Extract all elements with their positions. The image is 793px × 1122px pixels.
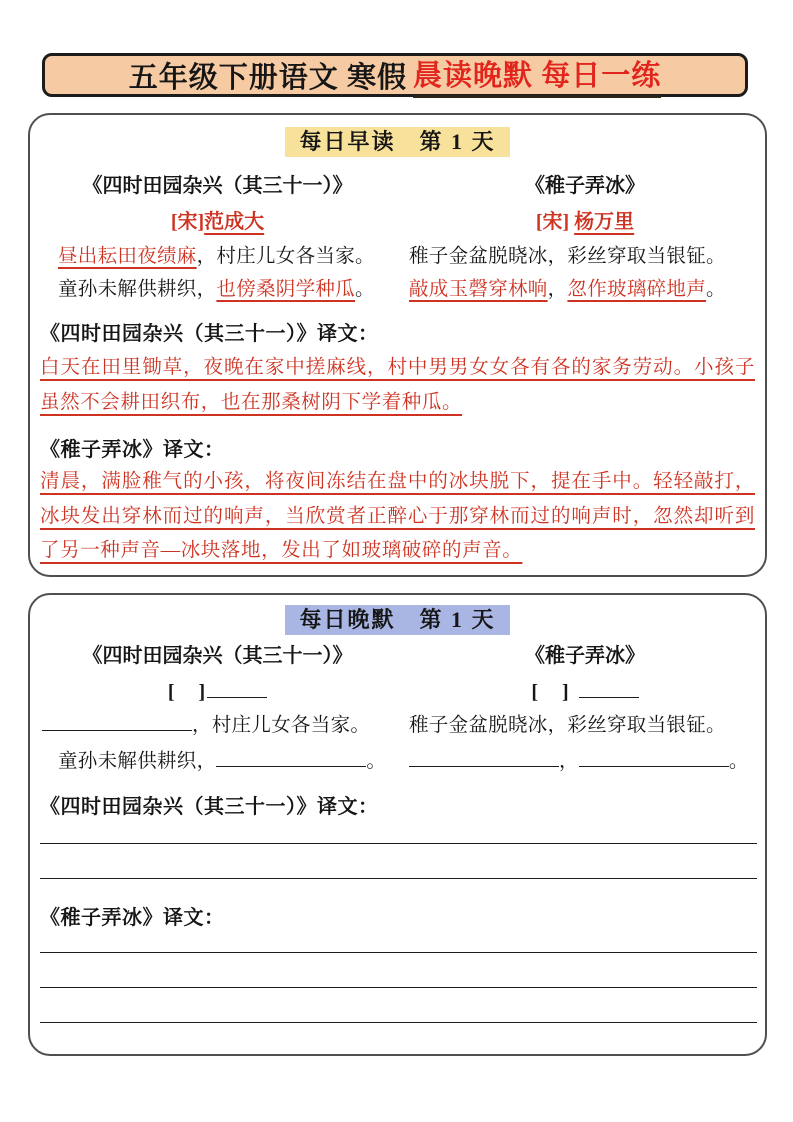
writing-line: [40, 878, 757, 879]
evening-left-line2-start: 童孙未解供耕织，: [58, 751, 217, 772]
writing-line: [40, 1022, 757, 1023]
poem-title-left: 《四时田园杂兴（其三十一）》: [82, 175, 353, 197]
poem-right-line1: [405, 240, 765, 268]
evening-translation1-label: 《四时田园杂兴（其三十一）》译文：: [40, 796, 379, 818]
morning-reading-section: [28, 113, 767, 577]
dynasty-bracket-right: [ ]: [531, 681, 571, 703]
evening-left-line1: [30, 709, 405, 737]
poem-right-line1-text: 稚子金盆脱晓冰，彩丝穿取当银钲。: [409, 246, 726, 267]
evening-right-line2-comma: ，: [559, 751, 579, 772]
evening-left-line1-rest: ，村庄儿女各当家。: [192, 715, 371, 736]
evening-right-line1-text: 稚子金盆脱晓冰，彩丝穿取当银钲。: [409, 715, 726, 736]
poem-titles-row: [30, 169, 765, 198]
verse-answer-blank: [409, 746, 559, 767]
evening-author-blanks-row: [30, 675, 765, 704]
poem-right-line2-red1: 敲成玉磬穿林响: [409, 279, 548, 300]
poem-right-line2-comma: ，: [547, 279, 568, 300]
poem-right-line2-red2: 忽作玻璃碎地声: [567, 279, 707, 300]
author-dynasty-right: [宋]: [535, 211, 575, 233]
author-name-right: 杨万里: [574, 211, 635, 233]
evening-left-line2-end: 。: [366, 751, 387, 772]
verse-answer-blank: [216, 746, 366, 767]
poem-right-line2: [405, 273, 765, 301]
verse-answer-blank: [42, 710, 192, 731]
poem-left-line2-end: 。: [355, 279, 375, 300]
morning-section-header: [30, 125, 765, 156]
poem-author-left: [30, 205, 405, 234]
poem-left-line2: [30, 273, 405, 301]
poem-authors-row: [30, 205, 765, 234]
evening-right-line2: [405, 745, 765, 773]
evening-poem-titles-row: [30, 639, 765, 668]
poem-author-right: [405, 205, 765, 234]
translation2-text: 清晨，满脸稚气的小孩，将夜间冻结在盘中的冰块脱下，提在手中。轻轻敲打，冰块发出穿林而过的响声，当欣赏者正醉心于那穿林而过的响声时，忽然却听到了另一种声音—冰块落地，发出了如玻璃破碎的声音。: [40, 471, 755, 561]
evening-poem-title-right: 《稚子弄冰》: [525, 645, 645, 667]
translation2-label: 《稚子弄冰》译文：: [40, 439, 225, 461]
evening-right-line2-period: 。: [728, 751, 749, 772]
evening-poem-title-left: 《四时田园杂兴（其三十一）》: [82, 645, 353, 667]
author-dynasty-left: [宋]: [170, 211, 205, 233]
evening-translation2-label: 《稚子弄冰》译文：: [40, 907, 225, 929]
poem-left-line2-start: 童孙未解供耕织，: [58, 279, 217, 300]
evening-author-left: [30, 675, 405, 704]
poem-right-line2-period: 。: [706, 279, 726, 300]
writing-line: [40, 987, 757, 988]
translation1-text: 白天在田里锄草，夜晚在家中搓麻线，村中男男女女各有各的家务劳动。小孩子虽然不会耕田织布，也在那桑树阴下学着种瓜。: [40, 357, 755, 413]
poem-left-line1-red: 昼出耘田夜绩麻: [58, 246, 197, 267]
translation1-label: 《四时田园杂兴（其三十一）》译文：: [40, 323, 379, 345]
poem-line1-row: [30, 240, 765, 268]
verse-answer-blank: [579, 746, 729, 767]
writing-line: [40, 952, 757, 953]
page-title-red: 晨读晚默 每日一练: [413, 53, 661, 98]
author-name-left: 范成大: [204, 211, 265, 233]
evening-line2-row: [30, 745, 765, 773]
poem-line2-row: [30, 273, 765, 301]
poem-title-right: 《稚子弄冰》: [525, 175, 645, 197]
morning-header-highlight: 每日早读 第 1 天: [285, 127, 509, 157]
evening-section-header: [30, 603, 765, 634]
page-title-black: 五年级下册语文 寒假: [128, 61, 407, 94]
dynasty-bracket-left: [ ]: [167, 681, 208, 703]
poem-left-line1-rest: ，村庄儿女各当家。: [196, 246, 375, 267]
evening-right-line1: [405, 709, 765, 737]
author-answer-blank-right: [579, 676, 639, 698]
page-title-banner: [42, 53, 748, 97]
poem-left-line1: [30, 240, 405, 268]
poem-left-line2-red: 也傍桑阴学种瓜: [216, 279, 356, 300]
evening-left-line2: [30, 745, 405, 773]
evening-line1-row: [30, 709, 765, 737]
author-answer-blank-left: [207, 676, 267, 698]
evening-dictation-section: [28, 593, 767, 1056]
evening-header-highlight: 每日晚默 第 1 天: [285, 605, 509, 635]
writing-line: [40, 843, 757, 844]
evening-author-right: [405, 675, 765, 704]
